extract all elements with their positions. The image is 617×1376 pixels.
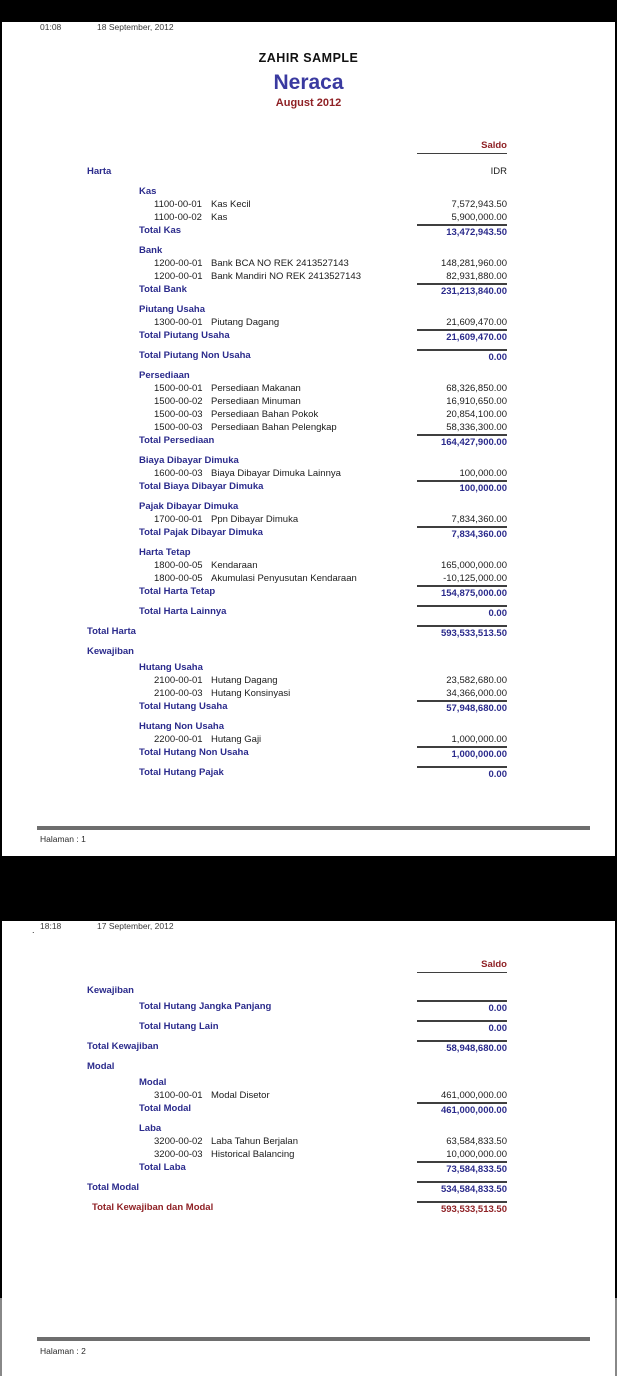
amount: 63,584,833.50	[446, 1136, 507, 1147]
account-row	[2, 733, 615, 746]
row-spacer	[2, 342, 615, 349]
section-label: Modal	[87, 1061, 115, 1072]
section-label: Kewajiban	[87, 646, 134, 657]
subsection-header-row	[2, 661, 615, 674]
account-row	[2, 467, 615, 480]
amount: 10,000,000.00	[446, 1149, 507, 1160]
account-name: Hutang Gaji	[211, 734, 262, 745]
page-separator	[2, 856, 615, 861]
amount: 0.00	[417, 1020, 507, 1033]
amount: 21,609,470.00	[417, 329, 507, 342]
account-name: Persediaan Makanan	[211, 383, 301, 394]
page-header	[40, 921, 615, 932]
account-row	[2, 316, 615, 329]
account-code: 1300-00-01	[154, 317, 203, 328]
amount: 593,533,513.50	[417, 1201, 507, 1214]
amount: 0.00	[417, 1000, 507, 1013]
amount: 7,834,360.00	[451, 514, 507, 525]
row-spacer	[2, 296, 615, 303]
account-code: 1500-00-03	[154, 409, 203, 420]
section-total-row	[2, 1181, 615, 1194]
section-header-row	[2, 984, 615, 997]
section-label: Piutang Usaha	[139, 304, 205, 315]
subtotal-row	[2, 700, 615, 713]
subtotal-row	[2, 585, 615, 598]
section-total-row	[2, 1040, 615, 1053]
subsection-header-row	[2, 546, 615, 559]
subsection-header-row	[2, 303, 615, 316]
amount: 13,472,943.50	[417, 224, 507, 237]
section-label: Hutang Usaha	[139, 662, 203, 673]
total-label: Total Piutang Non Usaha	[139, 350, 251, 361]
total-label: Total Harta Lainnya	[139, 606, 227, 617]
amount: 0.00	[417, 766, 507, 779]
total-label: Total Harta Tetap	[139, 586, 216, 597]
account-name: Historical Balancing	[211, 1149, 295, 1160]
account-row	[2, 408, 615, 421]
account-name: Biaya Dibayar Dimuka Lainnya	[211, 468, 341, 479]
amount: 165,000,000.00	[440, 560, 507, 571]
subsection-header-row	[2, 185, 615, 198]
section-label: Kas	[139, 186, 157, 197]
row-spacer	[2, 1115, 615, 1122]
grand-total-row	[2, 1201, 615, 1214]
section-total-row	[2, 625, 615, 638]
account-name: Kendaraan	[211, 560, 258, 571]
account-name: Persediaan Bahan Pokok	[211, 409, 319, 420]
total-label: Total Biaya Dibayar Dimuka	[139, 481, 264, 492]
total-label: Total Pajak Dibayar Dimuka	[139, 527, 263, 538]
amount: 164,427,900.00	[417, 434, 507, 447]
row-spacer	[2, 598, 615, 605]
row-spacer	[2, 362, 615, 369]
account-code: 1500-00-01	[154, 383, 203, 394]
amount: 34,366,000.00	[446, 688, 507, 699]
total-label: Total Modal	[139, 1103, 192, 1114]
company-name: ZAHIR SAMPLE	[258, 51, 359, 65]
print-time: 18:18	[40, 921, 62, 931]
amount: 73,584,833.50	[417, 1161, 507, 1174]
section-label: Harta Tetap	[139, 547, 191, 558]
amount: 461,000,000.00	[417, 1102, 507, 1115]
amount: 16,910,650.00	[446, 396, 507, 407]
row-spacer	[2, 539, 615, 546]
report-page-2	[2, 921, 615, 1376]
account-code: 3100-00-01	[154, 1090, 203, 1101]
section-label: Harta	[87, 166, 112, 177]
row-spacer	[2, 638, 615, 645]
row-spacer	[2, 493, 615, 500]
footer-rule	[37, 826, 590, 830]
amount: 461,000,000.00	[440, 1090, 507, 1101]
total-label: Total Hutang Non Usaha	[139, 747, 249, 758]
amount: 154,875,000.00	[417, 585, 507, 598]
amount: -10,125,000.00	[443, 573, 507, 584]
subsection-header-row	[2, 720, 615, 733]
account-name: Kas Kecil	[211, 199, 251, 210]
subsection-header-row	[2, 369, 615, 382]
subtotal-row	[2, 746, 615, 759]
amount: 5,900,000.00	[451, 212, 507, 223]
column-underline	[417, 971, 507, 973]
report-page-1	[2, 22, 615, 856]
account-code: 1800-00-05	[154, 560, 203, 571]
section-label: Laba	[139, 1123, 162, 1134]
section-label: Modal	[139, 1077, 167, 1088]
amount: 231,213,840.00	[417, 283, 507, 296]
amount: 58,336,300.00	[446, 422, 507, 433]
account-name: Persediaan Minuman	[211, 396, 301, 407]
subtotal-row	[2, 1161, 615, 1174]
account-row	[2, 421, 615, 434]
account-code: 2100-00-03	[154, 688, 203, 699]
amount: 7,834,360.00	[417, 526, 507, 539]
report-period: August 2012	[275, 97, 342, 109]
account-row	[2, 198, 615, 211]
section-label: Kewajiban	[87, 985, 134, 996]
subtotal-row	[2, 329, 615, 342]
amount: 0.00	[417, 605, 507, 618]
amount: 534,584,833.50	[417, 1181, 507, 1194]
total-label: Total Hutang Usaha	[139, 701, 228, 712]
subsection-header-row	[2, 500, 615, 513]
account-code: 1100-00-02	[154, 212, 202, 223]
account-name: Bank BCA NO REK 2413527143	[211, 258, 349, 269]
amount: 1,000,000.00	[417, 746, 507, 759]
column-header: Saldo	[481, 959, 507, 970]
row-spacer	[2, 1013, 615, 1020]
row-spacer	[2, 618, 615, 625]
amount: 1,000,000.00	[451, 734, 507, 745]
subtotal-row	[2, 526, 615, 539]
account-row	[2, 1135, 615, 1148]
account-code: 2200-00-01	[154, 734, 203, 745]
account-name: Piutang Dagang	[211, 317, 280, 328]
stray-dot: .	[32, 925, 35, 935]
account-code: 1200-00-01	[154, 258, 203, 269]
account-name: Hutang Dagang	[211, 675, 278, 686]
account-name: Kas	[211, 212, 228, 223]
row-spacer	[2, 713, 615, 720]
total-label: Total Kewajiban	[87, 1041, 159, 1052]
subtotal-row	[2, 766, 615, 779]
amount: 68,326,850.00	[446, 383, 507, 394]
subtotal-row	[2, 605, 615, 618]
account-code: 3200-00-02	[154, 1136, 203, 1147]
total-label: Total Modal	[87, 1182, 140, 1193]
section-label: Bank	[139, 245, 163, 256]
account-row	[2, 1089, 615, 1102]
account-code: 3200-00-03	[154, 1149, 203, 1160]
column-header-row	[2, 958, 615, 971]
account-row	[2, 395, 615, 408]
amount: 58,948,680.00	[417, 1040, 507, 1053]
page-number-label: Halaman : 1	[40, 834, 86, 844]
balance-sheet-rows-page-2	[2, 958, 615, 1214]
account-row	[2, 211, 615, 224]
row-spacer	[2, 1194, 615, 1201]
account-code: 2100-00-01	[154, 675, 203, 686]
subsection-header-row	[2, 244, 615, 257]
row-spacer	[2, 759, 615, 766]
column-header: Saldo	[481, 140, 507, 151]
account-name: Bank Mandiri NO REK 2413527143	[211, 271, 361, 282]
account-name: Modal Disetor	[211, 1090, 270, 1101]
amount: 7,572,943.50	[451, 199, 507, 210]
account-code: 1500-00-02	[154, 396, 203, 407]
row-spacer	[2, 237, 615, 244]
account-code: 1800-00-05	[154, 573, 203, 584]
account-row	[2, 513, 615, 526]
amount: 57,948,680.00	[417, 700, 507, 713]
account-row	[2, 687, 615, 700]
column-underline	[417, 152, 507, 154]
print-date: 18 September, 2012	[97, 22, 174, 32]
account-code: 1700-00-01	[154, 514, 203, 525]
amount: 148,281,960.00	[440, 258, 507, 269]
section-label: Biaya Dibayar Dimuka	[139, 455, 239, 466]
amount: 21,609,470.00	[446, 317, 507, 328]
row-spacer	[2, 1053, 615, 1060]
footer-rule	[37, 1337, 590, 1341]
total-label: Total Bank	[139, 284, 187, 295]
subsection-header-row	[2, 1122, 615, 1135]
account-row	[2, 572, 615, 585]
report-title: Neraca	[273, 71, 344, 94]
total-label: Total Kas	[139, 225, 182, 236]
section-header-row	[2, 645, 615, 658]
account-name: Hutang Konsinyasi	[211, 688, 291, 699]
row-spacer	[2, 447, 615, 454]
account-code: 1200-00-01	[154, 271, 203, 282]
page-header	[40, 22, 615, 33]
account-name: Laba Tahun Berjalan	[211, 1136, 298, 1147]
account-row	[2, 257, 615, 270]
amount: IDR	[490, 166, 507, 177]
row-spacer	[2, 178, 615, 185]
page-number-label: Halaman : 2	[40, 1346, 86, 1356]
total-label: Total Laba	[139, 1162, 186, 1173]
amount: 0.00	[417, 349, 507, 362]
column-header-row	[2, 139, 615, 152]
amount: 100,000.00	[417, 480, 507, 493]
section-label: Persediaan	[139, 370, 190, 381]
amount: 23,582,680.00	[446, 675, 507, 686]
account-name: Ppn Dibayar Dimuka	[211, 514, 299, 525]
account-row	[2, 270, 615, 283]
print-date: 17 September, 2012	[97, 921, 174, 931]
section-label: Hutang Non Usaha	[139, 721, 224, 732]
column-underline-row	[2, 971, 615, 984]
row-spacer	[2, 1033, 615, 1040]
total-label: Total Harta	[87, 626, 136, 637]
subtotal-row	[2, 1000, 615, 1013]
total-label: Total Piutang Usaha	[139, 330, 230, 341]
amount: 593,533,513.50	[417, 625, 507, 638]
account-row	[2, 674, 615, 687]
total-label: Total Persediaan	[139, 435, 215, 446]
account-code: 1500-00-03	[154, 422, 203, 433]
account-name: Akumulasi Penyusutan Kendaraan	[211, 573, 357, 584]
section-header-row	[2, 1060, 615, 1073]
total-label: Total Hutang Jangka Panjang	[139, 1001, 272, 1012]
account-row	[2, 1148, 615, 1161]
account-name: Persediaan Bahan Pelengkap	[211, 422, 337, 433]
subtotal-row	[2, 224, 615, 237]
amount: 20,854,100.00	[446, 409, 507, 420]
total-label: Total Hutang Pajak	[139, 767, 224, 778]
print-time: 01:08	[40, 22, 62, 32]
account-code: 1600-00-03	[154, 468, 203, 479]
subtotal-row	[2, 480, 615, 493]
subtotal-row	[2, 1020, 615, 1033]
row-spacer	[2, 1174, 615, 1181]
subtotal-row	[2, 434, 615, 447]
section-label: Pajak Dibayar Dimuka	[139, 501, 239, 512]
subsection-header-row	[2, 1076, 615, 1089]
balance-sheet-rows-page-1	[2, 139, 615, 779]
section-header-row	[2, 165, 615, 178]
amount: 82,931,880.00	[446, 271, 507, 282]
subtotal-row	[2, 1102, 615, 1115]
total-label: Total Kewajiban dan Modal	[92, 1202, 214, 1213]
account-row	[2, 559, 615, 572]
subtotal-row	[2, 283, 615, 296]
subsection-header-row	[2, 454, 615, 467]
column-underline-row	[2, 152, 615, 165]
account-row	[2, 382, 615, 395]
amount: 100,000.00	[459, 468, 507, 479]
total-label: Total Hutang Lain	[139, 1021, 219, 1032]
account-code: 1100-00-01	[154, 199, 202, 210]
subtotal-row	[2, 349, 615, 362]
